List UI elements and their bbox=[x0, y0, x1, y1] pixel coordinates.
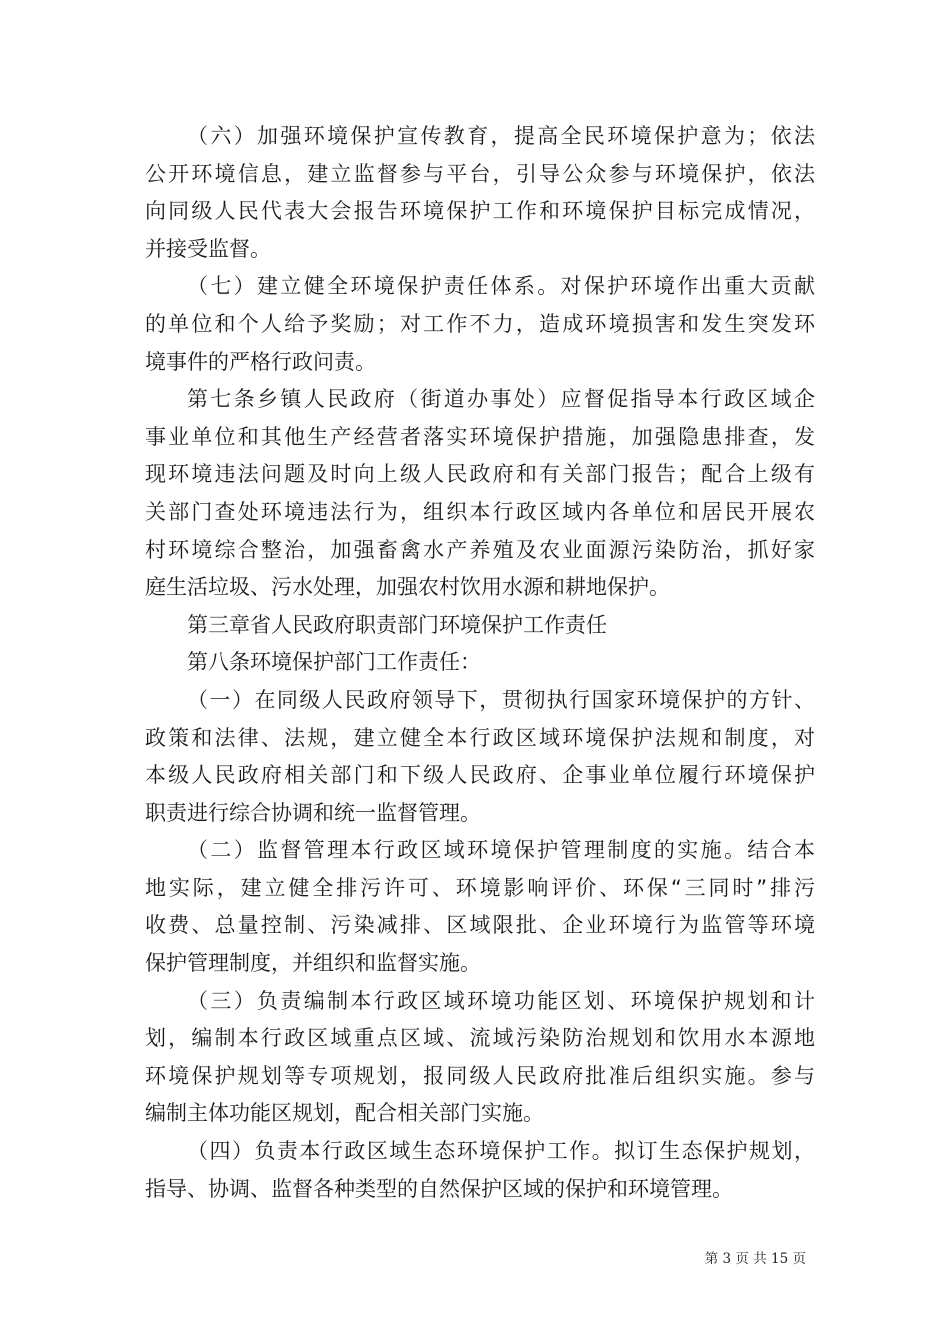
text-line: 环境保护规划等专项规划，报同级人民政府批准后组织实施。参与 bbox=[145, 1063, 815, 1088]
text-line: 公开环境信息，建立监督参与平台，引导公众参与环境保护，依法 bbox=[145, 161, 815, 186]
text-line: （七）建立健全环境保护责任体系。对保护环境作出重大贡献 bbox=[187, 274, 815, 299]
text-line: 第七条乡镇人民政府（街道办事处）应督促指导本行政区域企 bbox=[187, 387, 815, 412]
paragraph-art-8-2 bbox=[145, 832, 815, 982]
text-line: （六）加强环境保护宣传教育，提高全民环境保护意为；依法 bbox=[187, 124, 815, 148]
text-line: 庭生活垃圾、污水处理，加强农村饮用水源和耕地保护。 bbox=[145, 575, 670, 600]
text-line: 第三章省人民政府职责部门环境保护工作责任 bbox=[187, 612, 607, 637]
text-line: 编制主体功能区规划，配合相关部门实施。 bbox=[145, 1101, 544, 1126]
paragraph-art-7 bbox=[145, 381, 815, 607]
paragraph-p-7 bbox=[145, 268, 815, 381]
paragraph-art-8 bbox=[145, 644, 815, 682]
paragraph-art-8-3 bbox=[145, 983, 815, 1133]
text-line: 第八条环境保护部门工作责任： bbox=[187, 650, 481, 675]
text-line: 现环境违法问题及时向上级人民政府和有关部门报告；配合上级有 bbox=[145, 462, 815, 487]
text-line: （三）负责编制本行政区域环境功能区划、环境保护规划和计 bbox=[187, 988, 815, 1013]
text-line: 村环境综合整治，加强畜禽水产养殖及农业面源污染防治，抓好家 bbox=[145, 537, 815, 562]
text-line: 收费、总量控制、污染减排、区域限批、企业环境行为监管等环境 bbox=[145, 913, 815, 938]
text-line: 向同级人民代表大会报告环境保护工作和环境保护目标完成情况， bbox=[145, 199, 815, 224]
text-line: 事业单位和其他生产经营者落实环境保护措施，加强隐患排查，发 bbox=[145, 424, 815, 449]
text-line: （四）负责本行政区域生态环境保护工作。拟订生态保护规划， bbox=[187, 1139, 815, 1164]
text-line: 并接受监督。 bbox=[145, 236, 271, 261]
text-line: （二）监督管理本行政区域环境保护管理制度的实施。结合本 bbox=[187, 838, 815, 863]
page-number-footer: 第 3 页 共 15 页 bbox=[704, 1251, 806, 1267]
paragraph-art-8-1 bbox=[145, 682, 815, 832]
text-line: （一）在同级人民政府领导下，贯彻执行国家环境保护的方针、 bbox=[187, 687, 815, 712]
text-line: 地实际，建立健全排污许可、环境影响评价、环保“三同时”排污 bbox=[145, 875, 815, 900]
text-line: 划，编制本行政区域重点区域、流域污染防治规划和饮用水本源地 bbox=[145, 1026, 815, 1051]
paragraph-art-8-4 bbox=[145, 1133, 815, 1208]
text-line: 的单位和个人给予奖励；对工作不力，造成环境损害和发生突发环 bbox=[145, 311, 815, 336]
text-line: 境事件的严格行政问责。 bbox=[145, 349, 376, 374]
paragraph-p-6 bbox=[145, 118, 815, 268]
text-line: 本级人民政府相关部门和下级人民政府、企事业单位履行环境保护 bbox=[145, 763, 815, 788]
text-line: 保护管理制度，并组织和监督实施。 bbox=[145, 951, 481, 976]
text-line: 职责进行综合协调和统一监督管理。 bbox=[145, 800, 481, 825]
text-line: 关部门查处环境违法行为，组织本行政区域内各单位和居民开展农 bbox=[145, 499, 815, 524]
document-body bbox=[145, 118, 815, 1208]
text-line: 指导、协调、监督各种类型的自然保护区域的保护和环境管理。 bbox=[145, 1176, 733, 1201]
paragraph-chapter-3 bbox=[145, 607, 815, 645]
text-line: 政策和法律、法规，建立健全本行政区域环境保护法规和制度，对 bbox=[145, 725, 815, 750]
